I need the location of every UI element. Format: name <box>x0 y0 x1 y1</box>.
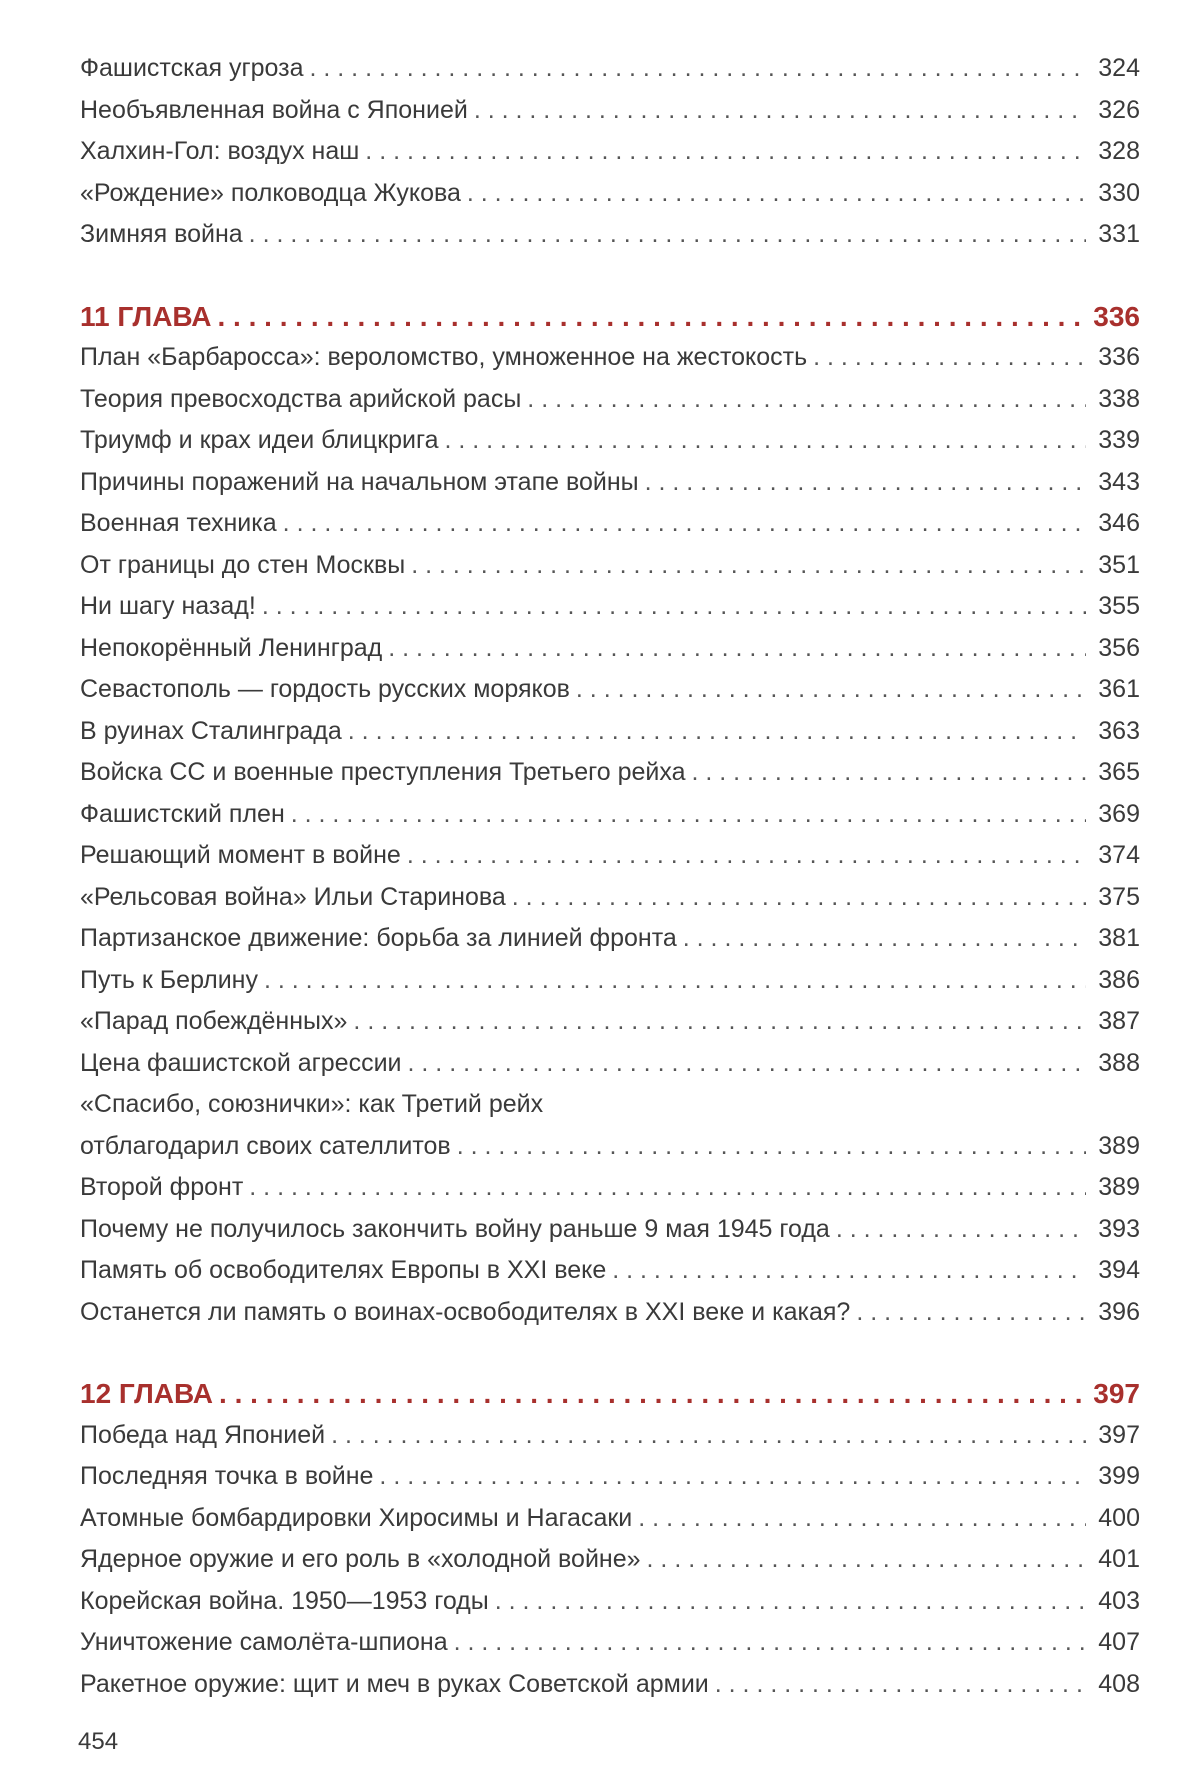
toc-entry[interactable] <box>80 1539 1140 1581</box>
toc-entry-title: От границы до стен Москвы <box>80 550 406 579</box>
toc-entry[interactable] <box>80 1250 1140 1292</box>
toc-entry-title: Победа над Японией <box>80 1420 326 1449</box>
toc-entry-page: 394 <box>1098 1256 1140 1284</box>
toc-entry[interactable] <box>80 1456 1140 1498</box>
leader-dots <box>379 1456 1086 1498</box>
toc-entry[interactable] <box>80 711 1140 753</box>
leader-dots <box>647 1539 1086 1581</box>
toc-entry-title: Память об освободителях Европы в XXI веке <box>80 1256 607 1284</box>
toc-entry-page: 336 <box>1098 343 1140 371</box>
toc-entry-page: 343 <box>1098 467 1140 496</box>
toc-entry-page: 407 <box>1098 1628 1140 1656</box>
toc-entry[interactable] <box>80 877 1140 919</box>
toc-entry[interactable] <box>80 48 1140 90</box>
toc-entry[interactable] <box>80 752 1140 794</box>
chapter-page: 336 <box>1093 300 1140 332</box>
toc-entry-page: 381 <box>1098 924 1140 952</box>
leader-dots <box>467 173 1086 215</box>
toc-entry[interactable] <box>80 1664 1140 1706</box>
toc-entry-page: 400 <box>1098 1503 1140 1532</box>
toc-entry-continued[interactable] <box>80 1084 1140 1126</box>
toc-entry-title: Непокорённый Ленинград <box>80 633 383 662</box>
leader-dots <box>219 1373 1087 1415</box>
toc-entry-title: Теория превосходства арийской расы <box>80 384 522 413</box>
leader-dots <box>512 877 1086 919</box>
toc-entry-page: 328 <box>1098 137 1140 165</box>
toc-entry-page: 331 <box>1098 220 1140 248</box>
leader-dots <box>331 1415 1086 1457</box>
leader-dots <box>715 1664 1086 1706</box>
toc-entry-title: Ядерное оружие и его роль в «холодной войне» <box>80 1545 641 1573</box>
toc-entry[interactable] <box>80 586 1140 628</box>
toc-entry-page: 356 <box>1098 633 1140 662</box>
toc-entry[interactable] <box>80 337 1140 379</box>
toc-entry-page: 351 <box>1098 550 1140 579</box>
toc-entry-title: Почему не получилось закончить войну раньше 9 мая 1945 года <box>80 1214 830 1243</box>
toc-entry-page: 355 <box>1098 592 1140 620</box>
leader-dots <box>411 545 1086 587</box>
toc-entry-title: Партизанское движение: борьба за линией фронта <box>80 924 677 952</box>
toc-entry[interactable] <box>80 1415 1140 1457</box>
leader-dots <box>262 586 1086 628</box>
toc-entry-title: Фашистская угроза <box>80 54 304 82</box>
section-gap <box>80 1333 1140 1373</box>
chapter-page: 397 <box>1093 1378 1140 1409</box>
toc-entry-title-line1: «Спасибо, союзнички»: как Третий рейх <box>80 1090 544 1118</box>
toc-entry-page: 408 <box>1098 1669 1140 1698</box>
toc-entry-title: Халхин-Гол: воздух наш <box>80 137 360 165</box>
toc-entry-page: 389 <box>1098 1131 1140 1160</box>
toc-entry[interactable] <box>80 545 1140 587</box>
toc-entry[interactable] <box>80 379 1140 421</box>
toc-entry[interactable] <box>80 90 1140 132</box>
toc-entry-title: Зимняя война <box>80 220 243 248</box>
toc-entry[interactable] <box>80 835 1140 877</box>
toc-entry-title: Останется ли память о воинах-освободителях в XXI веке и какая? <box>80 1297 851 1326</box>
leader-dots <box>310 48 1087 90</box>
section-gap <box>80 256 1140 296</box>
toc-entry-title: Фашистский плен <box>80 799 285 828</box>
toc-entry-page: 361 <box>1098 675 1140 703</box>
toc-entry-page: 365 <box>1098 758 1140 786</box>
toc-entry-title: Ни шагу назад! <box>80 592 256 620</box>
toc-entry-title: «Рельсовая война» Ильи Старинова <box>80 882 506 911</box>
toc-entry-page: 386 <box>1098 965 1140 994</box>
chapter-11-entries <box>80 337 1140 1333</box>
toc-entry-page: 387 <box>1098 1007 1140 1035</box>
toc-entry-page: 399 <box>1098 1462 1140 1490</box>
toc-entry[interactable] <box>80 1622 1140 1664</box>
toc-entry-title: В руинах Сталинграда <box>80 716 342 745</box>
chapter-title: 12 ГЛАВА <box>80 1378 214 1409</box>
toc-entry[interactable] <box>80 462 1140 504</box>
toc-entry[interactable] <box>80 1498 1140 1540</box>
toc-entry-page: 339 <box>1098 426 1140 454</box>
leader-dots <box>856 1292 1086 1334</box>
toc-entry-title: Уничтожение самолёта-шпиона <box>80 1628 448 1656</box>
toc-entry-page: 403 <box>1098 1586 1140 1615</box>
toc-entry[interactable] <box>80 794 1140 836</box>
leader-dots <box>576 669 1086 711</box>
leader-dots <box>813 337 1086 379</box>
toc-entry-title: Путь к Берлину <box>80 965 258 994</box>
toc-entry-title: Атомные бомбардировки Хиросимы и Нагасаки <box>80 1503 633 1532</box>
page-number: 454 <box>78 1728 119 1755</box>
toc-entry-title: Второй фронт <box>80 1173 244 1201</box>
chapter-12-entries <box>80 1415 1140 1706</box>
toc-entry-page: 389 <box>1098 1173 1140 1201</box>
toc-entry-title: Причины поражений на начальном этапе войны <box>80 467 639 496</box>
toc-entry-page: 374 <box>1098 841 1140 869</box>
toc-entry-title: Корейская война. 1950—1953 годы <box>80 1586 489 1615</box>
toc-entry-page: 363 <box>1098 716 1140 745</box>
toc-entry-page: 338 <box>1098 384 1140 413</box>
toc-entry-title: «Рождение» полководца Жукова <box>80 178 461 207</box>
leader-dots <box>264 960 1086 1002</box>
toc-entry-title: Триумф и крах идеи блицкрига <box>80 426 439 454</box>
toc-entry-title: Войска СС и военные преступления Третьего рейха <box>80 758 686 786</box>
leader-dots <box>454 1622 1086 1664</box>
toc-entry[interactable] <box>80 1209 1140 1251</box>
toc-entry-title: Севастополь — гордость русских моряков <box>80 675 570 703</box>
leader-dots <box>249 1167 1086 1209</box>
leader-dots <box>645 462 1086 504</box>
leader-dots <box>348 711 1086 753</box>
toc-entry[interactable] <box>80 1126 1140 1168</box>
toc-entry[interactable] <box>80 918 1140 960</box>
toc-entry-page: 369 <box>1098 799 1140 828</box>
leader-dots <box>683 918 1086 960</box>
toc-entry-title: Ракетное оружие: щит и меч в руках Советской армии <box>80 1669 709 1698</box>
table-of-contents <box>80 48 1140 1705</box>
leader-dots <box>495 1581 1086 1623</box>
leader-dots <box>407 835 1086 877</box>
toc-entry[interactable] <box>80 1167 1140 1209</box>
toc-entry-page: 397 <box>1098 1420 1140 1449</box>
leader-dots <box>408 1043 1086 1085</box>
leader-dots <box>365 131 1086 173</box>
chapter-title: 11 ГЛАВА <box>80 300 212 332</box>
toc-entry-title: Решающий момент в войне <box>80 841 401 869</box>
toc-entry[interactable] <box>80 628 1140 670</box>
leader-dots <box>638 1498 1086 1540</box>
leader-dots <box>691 752 1086 794</box>
leader-dots <box>444 420 1086 462</box>
toc-entry[interactable] <box>80 669 1140 711</box>
toc-entry-page: 401 <box>1098 1545 1140 1573</box>
toc-entry-page: 326 <box>1098 95 1140 124</box>
toc-entry[interactable] <box>80 1292 1140 1334</box>
toc-group-top <box>80 48 1140 256</box>
toc-entry-title: Последняя точка в войне <box>80 1462 374 1490</box>
toc-entry[interactable] <box>80 1043 1140 1085</box>
chapter-heading-12[interactable] <box>80 1373 1140 1415</box>
leader-dots <box>457 1126 1086 1168</box>
leader-dots <box>612 1250 1086 1292</box>
toc-entry[interactable] <box>80 960 1140 1002</box>
leader-dots <box>249 214 1086 256</box>
toc-entry-page: 393 <box>1098 1214 1140 1243</box>
leader-dots <box>291 794 1086 836</box>
leader-dots <box>474 90 1086 132</box>
leader-dots <box>388 628 1086 670</box>
leader-dots <box>217 296 1087 338</box>
toc-entry-page: 375 <box>1098 882 1140 911</box>
leader-dots <box>283 503 1086 545</box>
toc-entry-page: 346 <box>1098 509 1140 537</box>
toc-entry[interactable] <box>80 131 1140 173</box>
toc-entry-title: Необъявленная война с Японией <box>80 95 468 124</box>
chapter-heading-11[interactable] <box>80 296 1140 338</box>
toc-entry-title: Военная техника <box>80 509 277 537</box>
leader-dots <box>836 1209 1086 1251</box>
toc-entry-page: 330 <box>1098 178 1140 207</box>
toc-entry-title: Цена фашистской агрессии <box>80 1048 402 1077</box>
toc-entry[interactable] <box>80 214 1140 256</box>
toc-entry-title: «Парад побеждённых» <box>80 1007 348 1035</box>
toc-entry-title: План «Барбаросса»: вероломство, умноженное на жестокость <box>80 343 808 371</box>
toc-entry[interactable] <box>80 503 1140 545</box>
toc-entry[interactable] <box>80 420 1140 462</box>
toc-entry[interactable] <box>80 1001 1140 1043</box>
leader-dots <box>353 1001 1086 1043</box>
toc-entry-title-line2: отблагодарил своих сателлитов <box>80 1131 451 1160</box>
toc-entry-page: 324 <box>1098 54 1140 82</box>
toc-entry[interactable] <box>80 1581 1140 1623</box>
toc-entry-page: 396 <box>1098 1297 1140 1326</box>
toc-entry[interactable] <box>80 173 1140 215</box>
toc-entry-page: 388 <box>1098 1048 1140 1077</box>
leader-dots <box>527 379 1086 421</box>
